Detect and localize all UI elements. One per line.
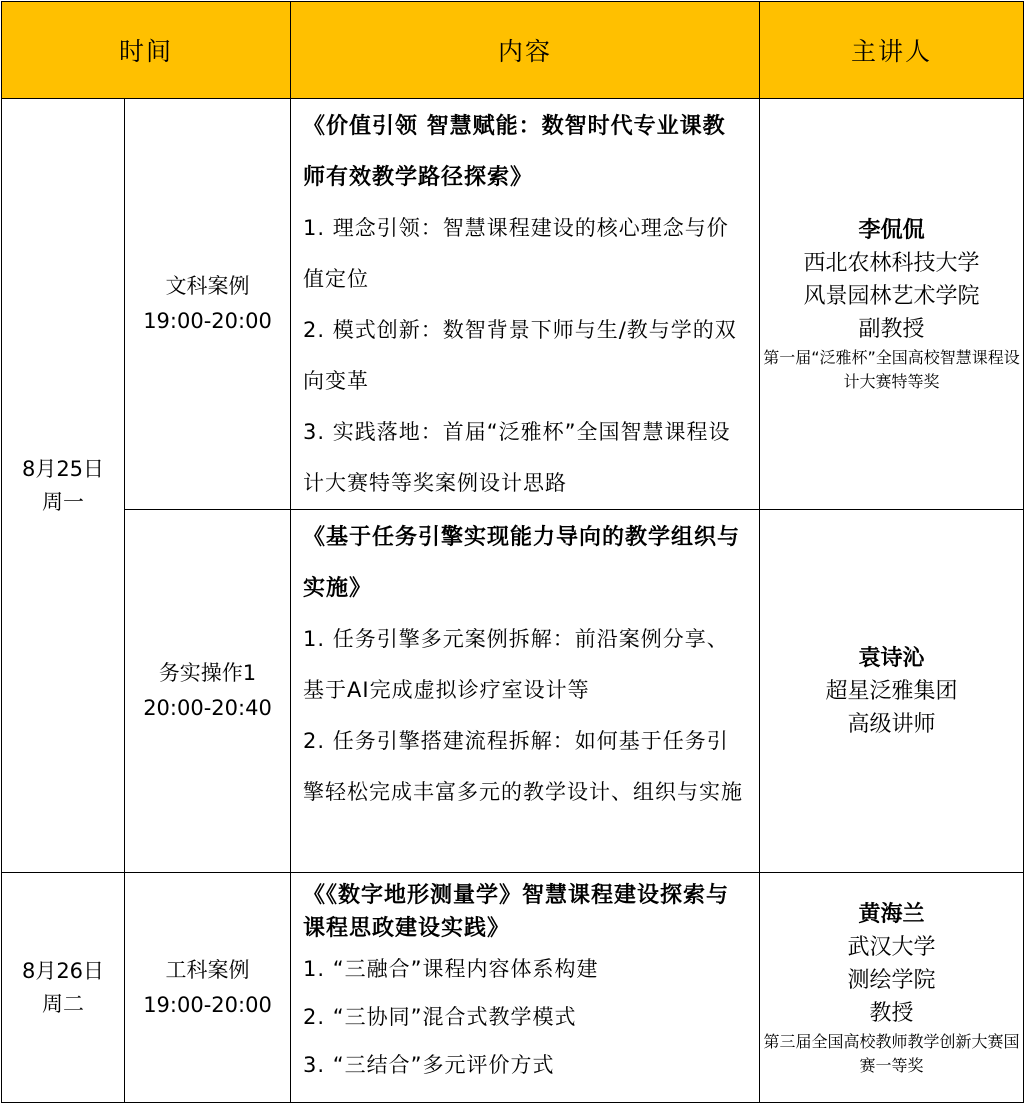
track-label: 务实操作1 [158,661,257,685]
speaker-cell [760,510,1024,873]
speaker-name: 李侃侃 [858,218,925,243]
content-item: 2. 任务引擎搭建流程拆解：如何基于任务引擎轻松完成丰富多元的教学设计、组织与实施 [303,729,744,804]
weekday-label: 周二 [42,991,84,1016]
speaker-name: 黄海兰 [858,901,925,927]
content-item: 1. “三融合”课程内容体系构建 [303,957,599,981]
content-item: 2. “三协同”混合式教学模式 [303,1005,577,1029]
speaker-org: 超星泛雅集团 [825,678,958,704]
header-row [2,2,1024,99]
content-item: 1. 理念引领：智慧课程建设的核心理念与价值定位 [303,216,729,291]
content-cell [291,99,760,510]
speaker-position: 高级讲师 [847,711,936,737]
session-title: 《《数字地形测量学》智慧课程建设探索与课程思政建设实践》 [303,883,730,941]
session-title: 《价值引领 智慧赋能：数智时代专业课教师有效教学路径探索》 [303,114,726,190]
header-content: 内容 [291,2,760,99]
session-title: 《基于任务引擎实现能力导向的教学组织与实施》 [303,525,741,601]
speaker-dept: 测绘学院 [847,967,936,993]
time-range: 19:00-20:00 [143,309,272,333]
speaker-name: 袁诗沁 [858,645,925,671]
content-cell [291,510,760,873]
content-item: 3. “三结合”多元评价方式 [303,1053,555,1077]
time-range: 20:00-20:40 [143,696,272,720]
content-item: 1. 任务引擎多元案例拆解：前沿案例分享、基于AI完成虚拟诊疗室设计等 [303,627,729,702]
date-cell [2,99,125,873]
time-cell [125,510,291,873]
speaker-cell [760,873,1024,1103]
speaker-award: 第三届全国高校教师教学创新大赛国赛一等奖 [763,1031,1020,1075]
date-cell [2,873,125,1103]
speaker-dept: 风景园林艺术学院 [803,284,980,309]
speaker-position: 副教授 [858,317,925,342]
date-label: 8月26日 [21,958,105,983]
track-label: 文科案例 [165,274,250,298]
time-range: 19:00-20:00 [143,992,272,1017]
weekday-label: 周一 [42,489,84,514]
session-row [2,510,1024,873]
speaker-position: 教授 [869,1000,914,1026]
track-label: 工科案例 [165,957,250,982]
header-time: 时间 [2,2,291,99]
time-cell [125,873,291,1103]
speaker-org: 西北农林科技大学 [803,251,980,276]
content-cell [291,873,760,1103]
speaker-award: 第一届“泛雅杯”全国高校智慧课程设计大赛特等奖 [763,348,1020,391]
header-speaker: 主讲人 [760,2,1024,99]
speaker-org: 武汉大学 [847,934,936,960]
schedule-table [1,1,1024,1103]
content-item: 3. 实践落地：首届“泛雅杯”全国智慧课程设计大赛特等奖案例设计思路 [303,420,731,495]
content-item: 2. 模式创新：数智背景下师与生/教与学的双向变革 [303,318,737,393]
session-row [2,99,1024,510]
date-label: 8月25日 [21,456,105,481]
session-row [2,873,1024,1103]
speaker-cell [760,99,1024,510]
time-cell [125,99,291,510]
